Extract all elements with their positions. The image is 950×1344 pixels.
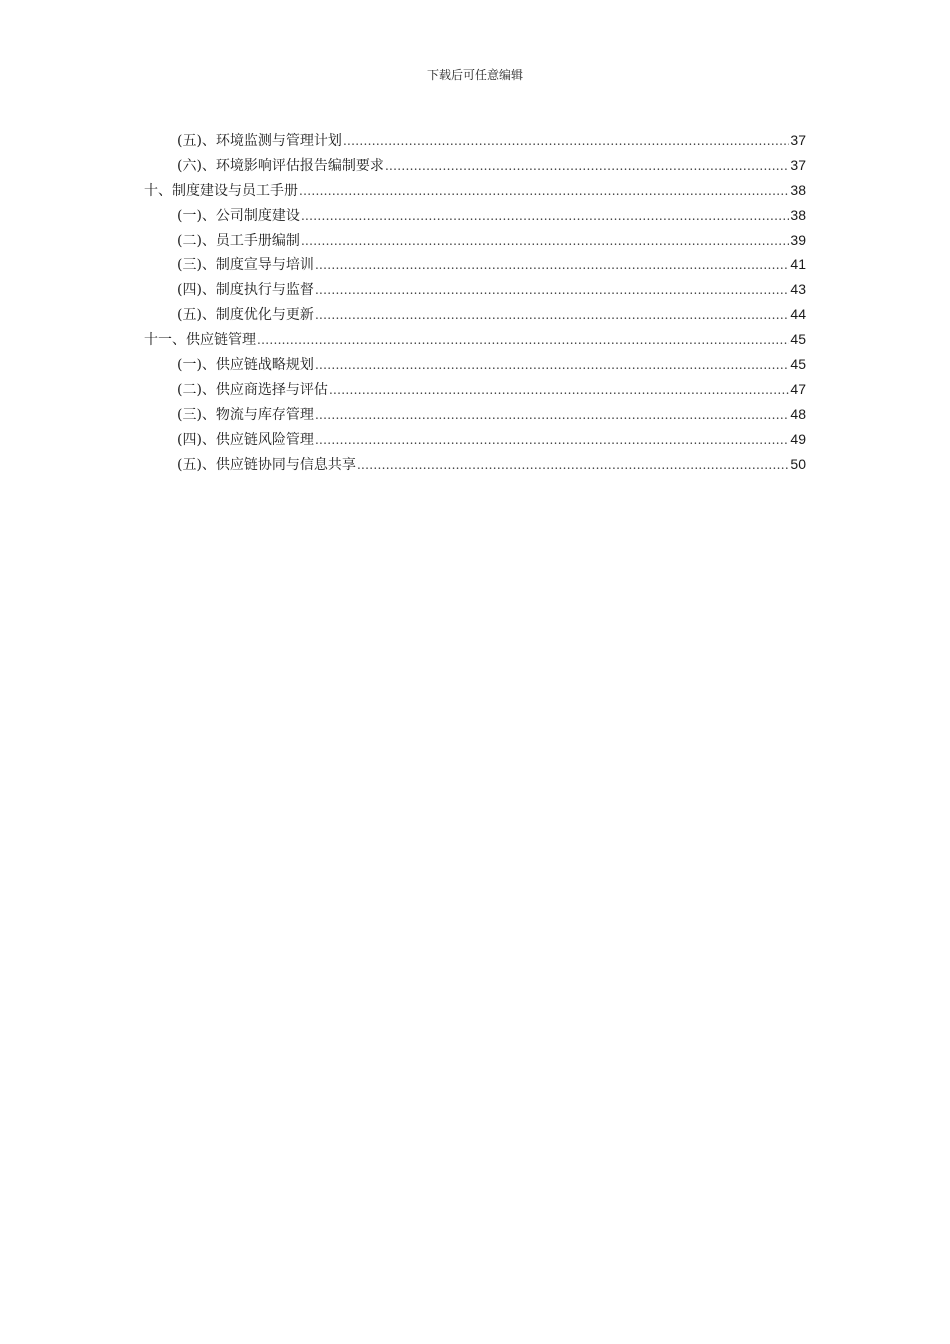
toc-entry[interactable] — [144, 277, 806, 302]
toc-leader-dots — [299, 179, 789, 204]
toc-entry[interactable] — [144, 128, 806, 153]
toc-entry[interactable] — [144, 252, 806, 277]
toc-leader-dots — [301, 229, 789, 254]
toc-entry[interactable] — [144, 203, 806, 228]
toc-entry-title: (五)、制度优化与更新 — [177, 307, 314, 324]
toc-entry-title: (二)、供应商选择与评估 — [177, 381, 328, 398]
toc-leader-dots — [315, 253, 789, 278]
toc-entry-title: (五)、环境监测与管理计划 — [177, 133, 342, 149]
toc-entry[interactable] — [144, 377, 806, 402]
toc-page-number: 39 — [790, 231, 806, 248]
toc-chapter-entry[interactable] — [144, 327, 806, 352]
toc-page-number: 45 — [790, 356, 806, 373]
toc-page-number: 38 — [790, 206, 806, 223]
toc-page-number: 49 — [790, 430, 806, 447]
toc-leader-dots — [301, 204, 789, 229]
toc-leader-dots — [343, 129, 789, 154]
toc-entry[interactable] — [144, 302, 806, 327]
toc-chapter-entry[interactable] — [144, 178, 806, 203]
page-header: 下载后可任意编辑 — [426, 68, 523, 82]
toc-entry-title: (三)、制度宣导与培训 — [177, 257, 314, 274]
toc-entry-title: (三)、物流与库存管理 — [177, 406, 314, 423]
toc-entry-title: 十一、供应链管理 — [144, 332, 256, 349]
toc-page-number: 41 — [790, 256, 806, 273]
toc-entry-title: (二)、员工手册编制 — [177, 232, 300, 249]
toc-leader-dots — [329, 378, 789, 403]
table-of-contents — [144, 128, 806, 476]
toc-entry[interactable] — [144, 427, 806, 452]
toc-leader-dots — [315, 403, 789, 428]
toc-entry-title: (一)、供应链战略规划 — [177, 357, 314, 374]
toc-entry-title: (四)、供应链风险管理 — [177, 431, 314, 448]
toc-page-number: 48 — [790, 405, 806, 422]
toc-page-number: 50 — [790, 455, 806, 472]
toc-page-number: 44 — [790, 306, 806, 323]
toc-entry[interactable] — [144, 153, 806, 178]
toc-entry[interactable] — [144, 402, 806, 427]
toc-leader-dots — [315, 428, 789, 453]
toc-leader-dots — [357, 453, 789, 478]
toc-leader-dots — [385, 154, 789, 179]
toc-entry-title: (一)、公司制度建设 — [177, 207, 300, 224]
toc-page-number: 45 — [790, 331, 806, 348]
toc-entry-title: 十、制度建设与员工手册 — [144, 182, 298, 199]
toc-page-number: 37 — [790, 132, 806, 148]
toc-page-number: 37 — [790, 156, 806, 173]
toc-leader-dots — [315, 278, 789, 303]
toc-entry-title: (五)、供应链协同与信息共享 — [177, 456, 356, 473]
toc-entry[interactable] — [144, 452, 806, 477]
toc-entry-title: (六)、环境影响评估报告编制要求 — [177, 157, 384, 174]
toc-page-number: 47 — [790, 380, 806, 397]
toc-entry-title: (四)、制度执行与监督 — [177, 282, 314, 299]
toc-page-number: 43 — [790, 281, 806, 298]
toc-entry[interactable] — [144, 228, 806, 253]
toc-leader-dots — [315, 303, 789, 328]
toc-leader-dots — [315, 353, 789, 378]
toc-entry[interactable] — [144, 352, 806, 377]
toc-page-number: 38 — [790, 181, 806, 198]
toc-leader-dots — [257, 328, 789, 353]
